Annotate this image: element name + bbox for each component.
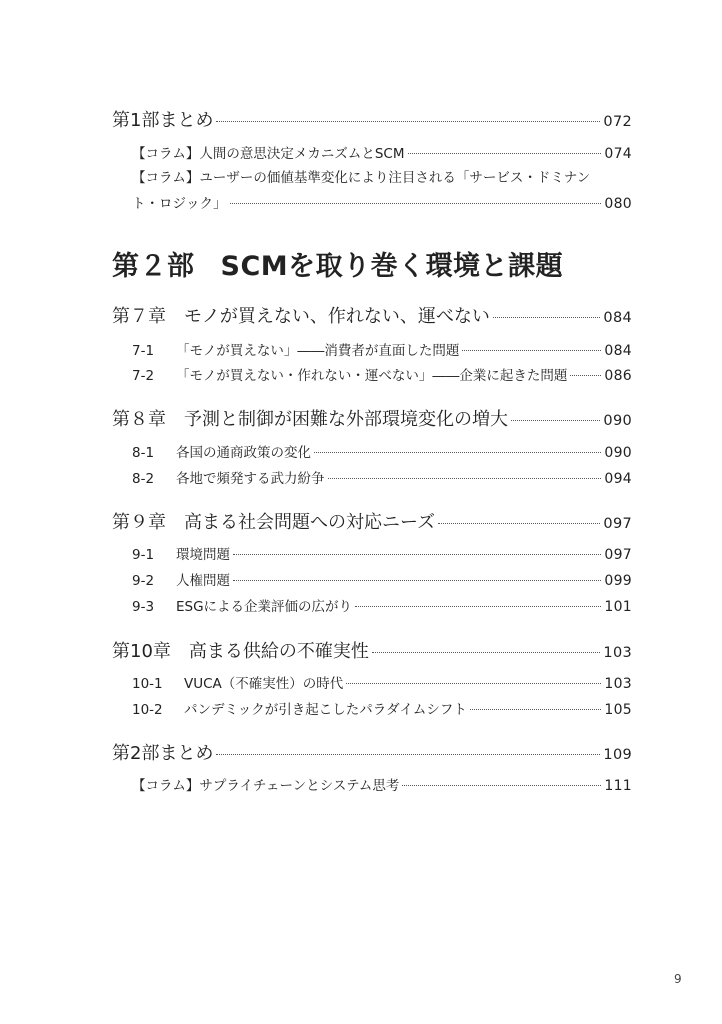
section-number: 7-1 [132,343,155,359]
dot-leader [314,452,601,453]
dot-leader [216,754,600,755]
section-number: 8-1 [132,445,155,461]
section-title: 各国の通商政策の変化 [176,445,311,461]
page-number: 084 [604,343,632,359]
toc-entry-section[interactable] [132,672,632,692]
page-number: 111 [604,778,632,794]
dot-leader [408,153,602,154]
section-title: VUCA（不確実性）の時代 [184,676,344,692]
toc-entry-section[interactable] [132,339,632,359]
page-number: 090 [603,413,632,429]
page-number: 109 [603,747,632,763]
part-heading [112,244,563,283]
toc-entry-chapter[interactable] [112,302,632,328]
chapter-number: 第10章 [112,641,171,662]
section-number: 10-2 [132,702,163,718]
page-number: 097 [604,547,632,563]
page-number: 097 [603,516,632,532]
part-title: SCMを取り巻く環境と課題 [220,251,564,282]
dot-leader [570,375,601,376]
toc-entry-section[interactable] [132,364,632,384]
chapter-title: 高まる社会問題への対応ニーズ [184,512,436,533]
page-number: 086 [604,368,632,384]
page-number: 084 [603,310,632,326]
entry-title: 【コラム】サプライチェーンとシステム思考 [132,778,400,794]
toc-entry-part2-summary[interactable] [112,739,632,765]
toc-entry-chapter[interactable] [112,508,632,534]
section-number: 9-1 [132,547,155,563]
section-title: 人権問題 [176,573,230,589]
dot-leader [438,523,600,524]
dot-leader [355,606,601,607]
section-number: 9-2 [132,573,155,589]
entry-title: 【コラム】人間の意思決定メカニズムとSCM [132,146,405,162]
chapter-title: 高まる供給の不確実性 [188,641,369,662]
page-number: 103 [603,645,632,661]
page-number: 072 [603,114,632,130]
toc-entry-part1-summary[interactable] [112,106,632,132]
page-number: 094 [604,471,632,487]
dot-leader [493,317,601,318]
toc-entry-column[interactable] [132,774,632,794]
section-title: ESGによる企業評価の広がり [176,599,353,615]
chapter-number: 第７章 [112,306,166,327]
toc-entry-chapter[interactable] [112,405,632,431]
dot-leader [328,478,602,479]
page-number: 105 [604,702,632,718]
toc-entry-column[interactable] [132,192,632,212]
dot-leader [346,683,601,684]
page-folio: 9 [674,972,682,986]
section-number: 10-1 [132,676,163,692]
section-title: 「モノが買えない・作れない・運べない」――企業に起きた問題 [176,368,568,384]
toc-entry-chapter[interactable] [112,637,632,663]
dot-leader [216,121,600,122]
chapter-number: 第８章 [112,409,166,430]
toc-entry-section[interactable] [132,467,632,487]
section-number: 8-2 [132,471,155,487]
dot-leader [372,652,601,653]
entry-title: ト・ロジック」 [132,196,227,212]
entry-title: 第1部まとめ [112,110,214,131]
dot-leader [470,709,602,710]
entry-title: 第2部まとめ [112,743,214,764]
page-number: 103 [604,676,632,692]
toc-entry-section[interactable] [132,569,632,589]
page-number: 074 [604,146,632,162]
page-number: 080 [604,196,632,212]
section-title: パンデミックが引き起こしたパラダイムシフト [184,702,467,718]
page-number: 099 [604,573,632,589]
page-number: 090 [604,445,632,461]
toc-entry-section[interactable] [132,595,632,615]
section-title: 「モノが買えない」――消費者が直面した問題 [176,343,460,359]
chapter-number: 第９章 [112,512,166,533]
toc-entry-column[interactable] [132,142,632,162]
chapter-title: 予測と制御が困難な外部環境変化の増大 [184,409,508,430]
part-number: 第２部 [112,251,195,282]
section-number: 7-2 [132,368,155,384]
chapter-title: モノが買えない、作れない、運べない [184,306,490,327]
section-number: 9-3 [132,599,155,615]
toc-entry-section[interactable] [132,698,632,718]
dot-leader [402,785,601,786]
section-title: 環境問題 [176,547,230,563]
dot-leader [511,420,600,421]
section-title: 各地で頻発する武力紛争 [176,471,325,487]
dot-leader [462,350,601,351]
dot-leader [233,554,601,555]
dot-leader [233,580,601,581]
toc-entry-column-line1: 【コラム】ユーザーの価値基準変化により注目される「サービス・ドミナン [132,170,591,186]
toc-entry-section[interactable] [132,441,632,461]
toc-entry-section[interactable] [132,543,632,563]
page-number: 101 [604,599,632,615]
dot-leader [230,203,602,204]
